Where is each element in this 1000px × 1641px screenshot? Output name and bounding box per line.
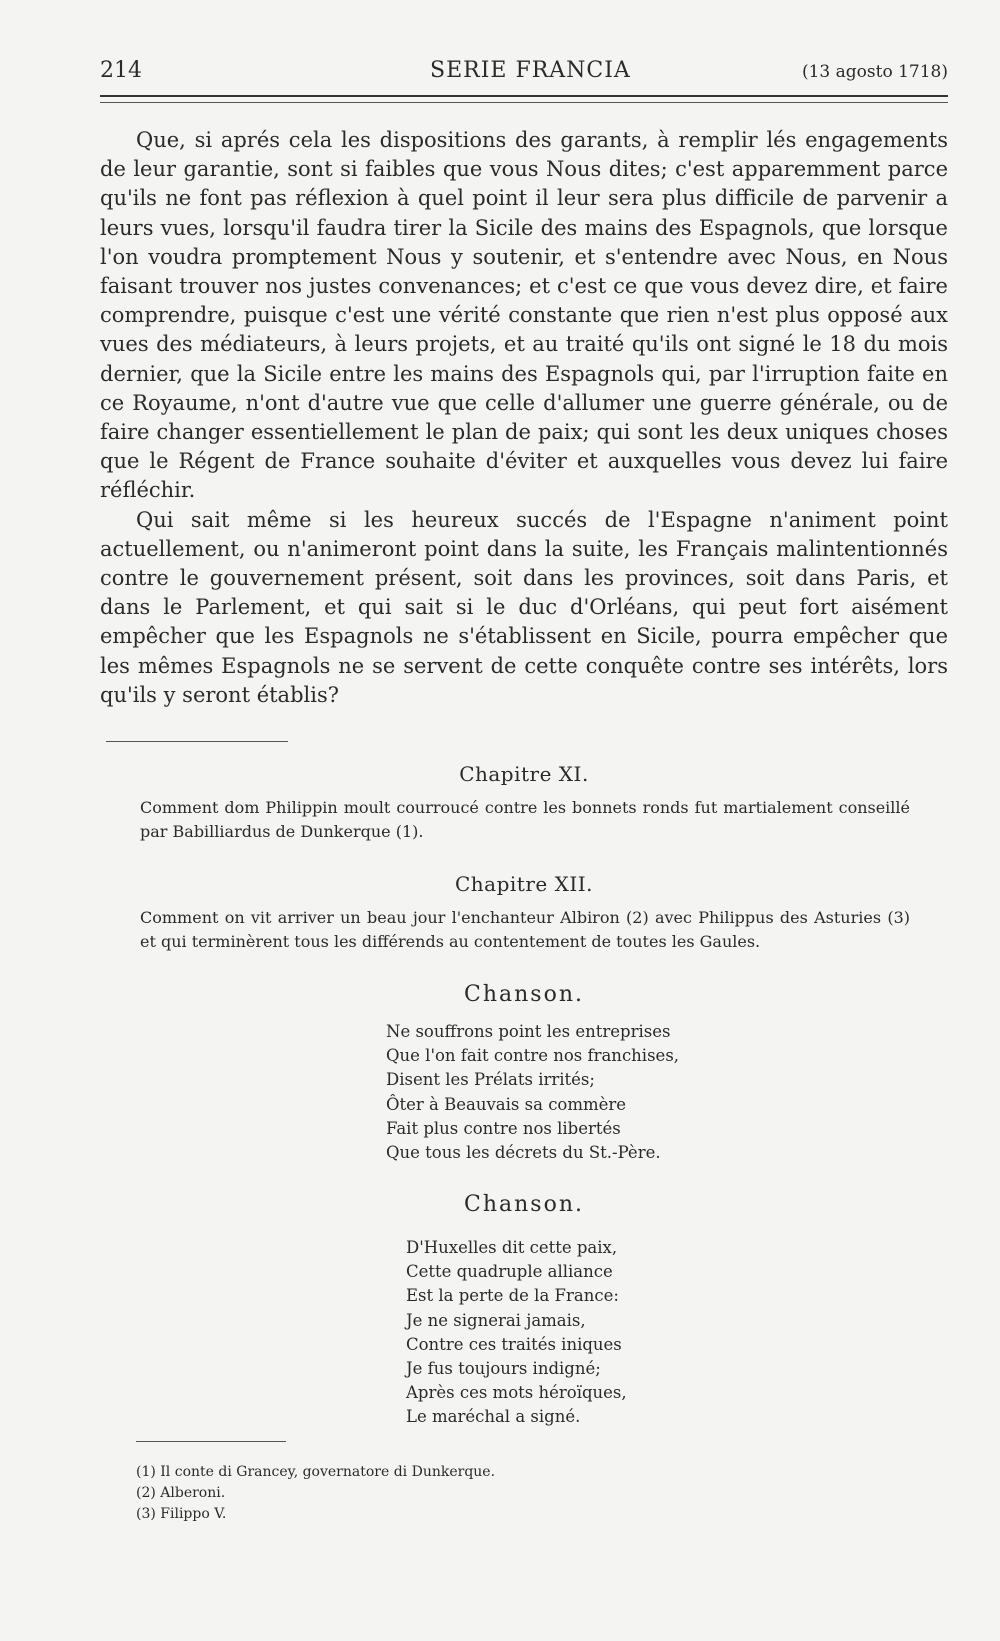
- chapter-title: Chapitre XI.: [459, 762, 589, 786]
- verse-line: Cette quadruple alliance: [406, 1262, 613, 1282]
- running-header: [100, 58, 948, 88]
- chapter-summary: Comment dom Philippin moult courroucé contre les bonnets ronds fut martialement conseillé par Babilliardus de Dunkerque (1).: [140, 798, 910, 841]
- verse-line: Est la perte de la France:: [406, 1286, 619, 1306]
- verse-line: Fait plus contre nos libertés: [386, 1118, 621, 1138]
- verse-line: D'Huxelles dit cette paix,: [406, 1238, 618, 1257]
- verse-block: [406, 1236, 627, 1430]
- page-number: 214: [100, 58, 142, 83]
- footnote: (3) Filippo V.: [136, 1506, 227, 1522]
- header-rule: [100, 95, 948, 103]
- main-text: [100, 126, 948, 710]
- section-divider: [106, 741, 288, 742]
- chanson-title: Chanson.: [464, 1192, 584, 1217]
- verse-block: [386, 1020, 679, 1165]
- chapter-summary: Comment on vit arriver un beau jour l'enchanteur Albiron (2) avec Philippus des Asturies (3) et qui terminèrent tous les différends au contentement de toutes les Gaules.: [140, 908, 910, 951]
- verse-line: Je fus toujours indigné;: [406, 1359, 601, 1379]
- verse-line: Contre ces traités iniques: [406, 1334, 622, 1354]
- chanson-title: Chanson.: [464, 982, 584, 1007]
- chapter-title: Chapitre XII.: [455, 872, 593, 896]
- paragraph: Que, si aprés cela les dispositions des garants, à remplir lés engagements de leur garantie, sont si faibles que vous Nous dites; c'est apparemment parce qu'ils ne font pas réflexion à quel point il leur sera plus difficile de parvenir a leurs vues, lorsqu'il faudra tirer la Sicile des mains des Espagnols, que lorsque l'on voudra promptement Nous y soutenir, et s'entendre avec Nous, en Nous faisant trouver nos justes convenances; et c'est ce que vous devez dire, et faire comprendre, puisque c'est une vérité constante que rien n'est plus opposé aux vues des médiateurs, à leurs projets, et au traité qu'ils ont signé le 18 du mois dernier, que la Sicile entre les mains des Espagnols qui, par l'irruption faite en ce Royaume, n'ont d'autre vue que celle d'allumer une guerre générale, ou de faire changer essentiellement le plan de paix; qui sont les deux uniques choses que le Régent de France souhaite d'éviter et auxquelles vous devez lui faire réfléchir.: [100, 128, 948, 503]
- verse-line: Ôter à Beauvais sa commère: [386, 1094, 627, 1114]
- verse-line: Le maréchal a signé.: [406, 1407, 581, 1427]
- verse-line: Je ne signerai jamais,: [406, 1310, 586, 1330]
- series-title: SERIE FRANCIA: [430, 58, 631, 83]
- footnote: (2) Alberoni.: [136, 1485, 226, 1501]
- verse-line: Disent les Prélats irrités;: [386, 1070, 595, 1090]
- footnote-rule: [136, 1441, 286, 1442]
- paragraph: Qui sait même si les heureux succés de l'Espagne n'animent point actuellement, ou n'animeront point dans la suite, les Français malintentionnés contre le gouvernement présent, soit dans les provinces, soit dans Paris, et dans le Parlement, et qui sait si le duc d'Orléans, qui peut fort aisément empêcher que les Espagnols ne s'établissent en Sicile, pourra empêcher que les mêmes Espagnols ne se servent de cette conquête contre ses intérêts, lors qu'ils y seront établis?: [100, 507, 948, 707]
- verse-line: Après ces mots héroïques,: [406, 1383, 627, 1403]
- verse-line: Que l'on fait contre nos franchises,: [386, 1046, 680, 1066]
- footnotes: [136, 1462, 495, 1525]
- verse-line: Que tous les décrets du St.-Père.: [386, 1143, 661, 1163]
- footnote: (1) Il conte di Grancey, governatore di Dunkerque.: [136, 1464, 496, 1480]
- header-date: (13 agosto 1718): [801, 62, 948, 82]
- verse-line: Ne souffrons point les entreprises: [386, 1022, 671, 1041]
